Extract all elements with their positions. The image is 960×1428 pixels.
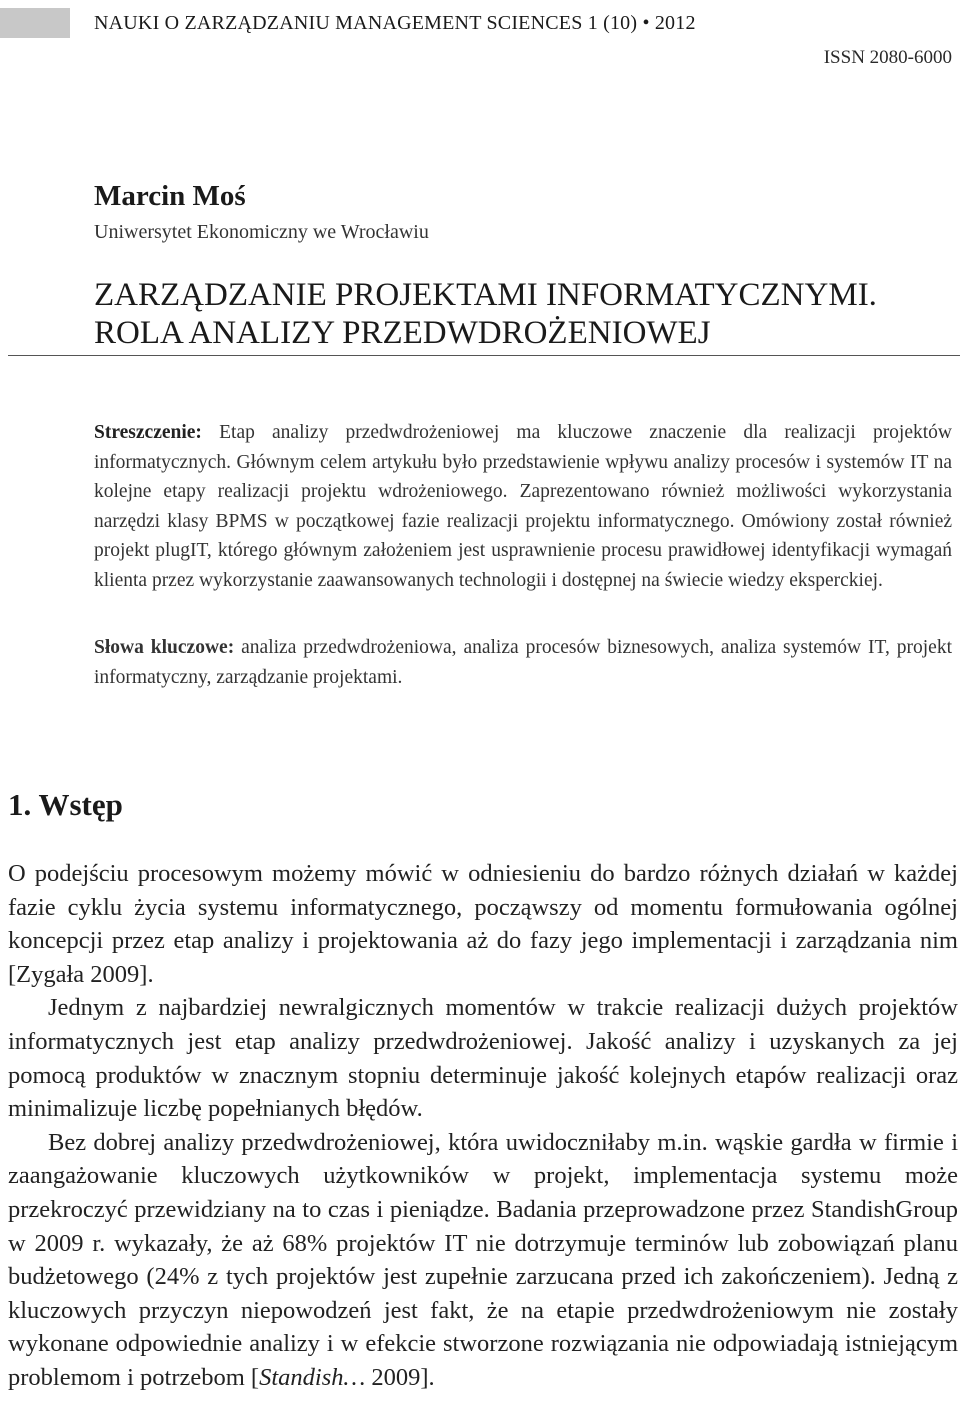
article-title <box>94 276 954 352</box>
paragraph-3-text: Bez dobrej analizy przedwdrożeniowej, która uwidoczniłaby m.in. wąskie gardła w firmie i zaangażowanie kluczowych użytkowników w projekt, implementacja systemu może przekroczyć przewidziany na to czas i pieniądze. Badania przeprowadzone przez StandishGroup w 2009 r. wykazały, że aż 68% projektów IT nie dotrzymuje terminów lub zobowiązań planu budżetowego (24% z tych projektów jest zupełnie zarzucana przed ich zakończeniem). Jedną z kluczowych przyczyn niepowodzeń jest fakt, że na etapie przedwdrożeniowym nie zostały wykonane odpowiednie analizy i w efekcie stworzone rozwiązania nie odpowiadają istniejącym problemom i potrzebom [ <box>8 1128 958 1391</box>
title-divider <box>8 355 960 356</box>
keywords-text: analiza przedwdrożeniowa, analiza procesów biznesowych, analiza systemów IT, projekt informatyczny, zarządzanie projektami. <box>94 637 952 688</box>
journal-name: NAUKI O ZARZĄDZANIU MANAGEMENT SCIENCES 1 (10) • 2012 <box>94 12 696 34</box>
keywords <box>94 633 952 692</box>
paragraph-1: O podejściu procesowym możemy mówić w odniesieniu do bardzo różnych działań w każdej fazie cyklu życia systemu informatycznego, począwszy od momentu formułowania ogólnej koncepcji przez etap analizy i projektowania aż do fazy jego implementacji i zarządzania nim [Zygała 2009]. <box>8 860 958 988</box>
citation-standish: Standish… <box>259 1363 366 1391</box>
header-gray-block <box>0 8 70 38</box>
author-name: Marcin Moś <box>94 180 246 212</box>
author-affiliation: Uniwersytet Ekonomiczny we Wrocławiu <box>94 221 429 243</box>
keywords-label: Słowa kluczowe: <box>94 637 235 658</box>
abstract-text: Etap analizy przedwdrożeniowej ma kluczowe znaczenie dla realizacji projektów informatycznych. Głównym celem artykułu było przedstawienie wpływu analizy procesów i systemów IT na kolejne etapy realizacji projektu wdrożeniowego. Zaprezentowano również możliwości wykorzystania narzędzi klasy BPMS w początkowej fazie realizacji projektu informatycznego. Omówiony został również projekt plugIT, którego głównym założeniem jest usprawnienie procesu prawidłowej identyfikacji wymagań klienta przez wykorzystanie zaawansowanych technologii i dostępnej na świecie wiedzy eksperckiej. <box>94 422 953 591</box>
paragraph-2: Jednym z najbardziej newralgicznych momentów w trakcie realizacji dużych projektów informatycznych jest etap analizy przedwdrożeniowej. Jakość analizy i uzyskanych za jej pomocą produktów w znacznym stopniu determinuje jakość kolejnych etapów realizacji oraz minimalizuje liczbę popełnianych błędów. <box>8 994 958 1123</box>
title-line-1: ZARZĄDZANIE PROJEKTAMI INFORMATYCZNYMI. <box>94 277 877 313</box>
paragraph-3 <box>8 1126 958 1395</box>
running-header <box>0 8 960 38</box>
issn-number: ISSN 2080-6000 <box>823 47 952 68</box>
abstract-label: Streszczenie: <box>94 422 202 443</box>
paragraph-3-end: 2009]. <box>365 1363 435 1391</box>
body-text <box>8 857 958 1395</box>
title-line-2: ROLA ANALIZY PRZEDWDROŻENIOWEJ <box>94 315 711 351</box>
section-heading: 1. Wstęp <box>8 787 123 822</box>
abstract <box>94 418 952 595</box>
